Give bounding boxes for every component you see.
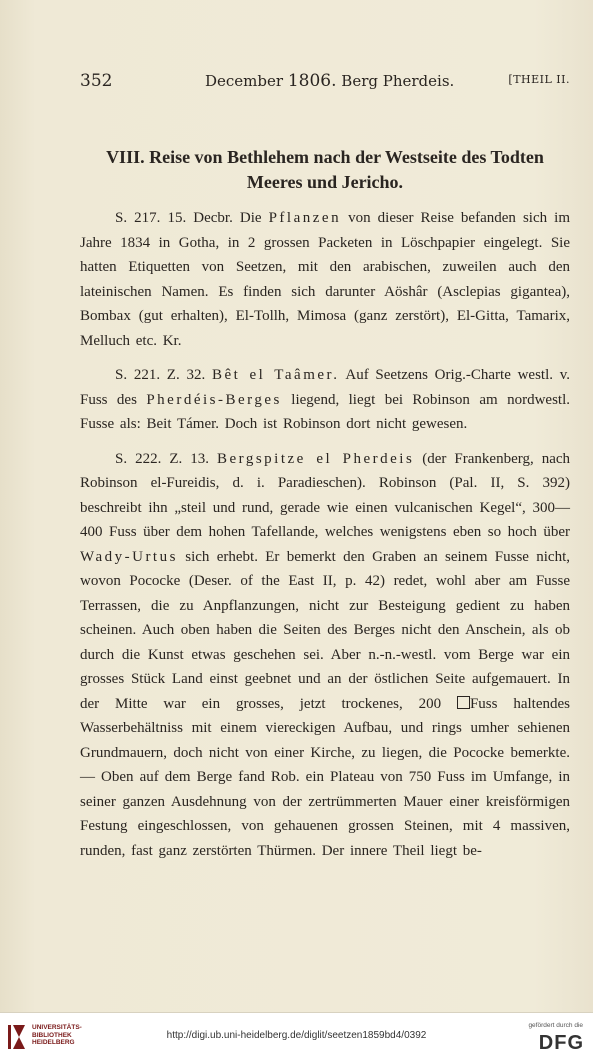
p3-text-c: sich erhebt. Er bemerkt den Graben an seinem Fusse nicht, wovon Pococke (Deser. of the East II, p. 42) redet, wohl aber am Fusse Terrassen, die zu Anpflanzungen, nicht zur Besteigung gedient zu haben scheinen. Auch oben haben die Seiten des Berges nicht den Anschein, als ob durch die Kunst etwas geschehen sei. Aber n.-n.-westl. vom Berge war ein grosses Stück Land einst geebnet und an der östlichen Seite aufgemauert. In der Mitte war ein grosses, jetzt trockenes, 200 bbox=[80, 548, 570, 712]
p3-spaced-term-1: Bergspitze el Pherdeis bbox=[216, 450, 415, 467]
p2-text-b: Auf Seetzens Orig.-Charte westl. v. Fuss des bbox=[80, 367, 571, 408]
p1-spaced-term: Pflanzen bbox=[268, 210, 342, 226]
library-name-line-2: BIBLIOTHEK bbox=[32, 1031, 72, 1039]
p2-spaced-term-2: Pherdéis-Berges bbox=[146, 391, 282, 408]
chapter-title-line-2: Meeres und Jericho. bbox=[246, 172, 404, 192]
dfg-logo: DFG bbox=[538, 1032, 584, 1054]
chapter-title bbox=[80, 145, 570, 195]
running-header bbox=[80, 71, 570, 93]
funding-note: gefördert durch die bbox=[528, 1022, 583, 1029]
p2-spaced-term-1: Bêt el Taâmer. bbox=[211, 367, 340, 383]
permalink-url[interactable]: http://digi.ub.uni-heidelberg.de/diglit/seetzen1859bd4/0392 bbox=[166, 1030, 427, 1041]
p3-text-b: (der Frankenberg, nach Robinson el-Fureidis, d. i. Paradieschen). Robinson (Pal. II, S. 392) beschreibt ihn „steil und rund, gerade wie einen vulcanischen Kegel“, 300—400 Fuss über dem hohen Tafellande, welches wenigstens eben so hoch über bbox=[80, 450, 571, 540]
header-section: [THEIL II. bbox=[508, 73, 570, 86]
p1-text-b: von dieser Reise befanden sich im Jahre 1834 in Gotha, in 2 grossen Packeten in Löschpapier eingelegt. Sie hatten Etiquetten von Seetzen, mit den arabischen, zuweilen auch den lateinischen Namen. Es finden sich darunter Aöshâr (Asclepias gigantea), Bombax (gut erhalten), El-Tollh, Mimosa (ganz zerstört), El-Gitta, Tamarix, Melluch etc. Kr. bbox=[80, 210, 570, 349]
chapter-title-line-1: VIII. Reise von Bethlehem nach der Westseite des Todten bbox=[106, 147, 544, 167]
square-symbol-icon bbox=[457, 696, 470, 709]
header-place: Berg Pherdeis. bbox=[341, 72, 455, 90]
p2-text-a: S. 221. Z. 32. bbox=[115, 367, 212, 383]
p3-text-a: S. 222. Z. 13. bbox=[115, 450, 217, 467]
p3-spaced-term-2: Wady-Urtus bbox=[80, 548, 178, 565]
body-text bbox=[80, 206, 570, 873]
paragraph-1 bbox=[80, 206, 570, 353]
header-center bbox=[205, 71, 454, 91]
p2-text-c: liegend, liegt bei Robinson am nordwestl. Fusse als: Beit Támer. Doch ist Robinson dort nicht gewesen. bbox=[80, 391, 570, 432]
p1-text-a: S. 217. 15. Decbr. Die bbox=[115, 210, 269, 226]
viewer-footer bbox=[0, 1012, 593, 1058]
header-year: 1806. bbox=[287, 71, 337, 91]
header-month: December bbox=[205, 72, 284, 90]
library-name-line-1: UNIVERSITÄTS- bbox=[32, 1024, 82, 1031]
paragraph-2 bbox=[80, 363, 570, 437]
page-number: 352 bbox=[80, 71, 113, 91]
p3-text-d: Fuss haltendes Wasserbehältniss mit einem viereckigen Aufbau, und rings umher sehienen Grundmauern, doch nicht von einer Kirche, zu liegen, die Pococke bemerkte. — Oben auf dem Berge fand Rob. ein Plateau von 750 Fuss im Umfange, in seiner ganzen Ausdehnung von der zertrümmerten Mauer einer kreisförmigen Festung eingeschlossen, von gehauenen grossen Steinen, mit 4 massiven, runden, fast ganz zerstörten Thürmen. Der innere Theil liegt be- bbox=[80, 695, 570, 859]
library-name-line-3: HEIDELBERG bbox=[32, 1039, 75, 1046]
paragraph-3 bbox=[80, 447, 570, 864]
